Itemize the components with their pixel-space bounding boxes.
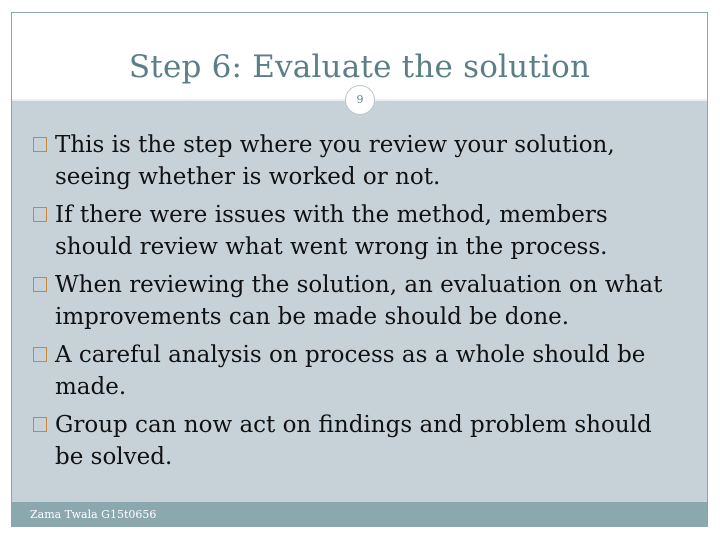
bullet-text: When reviewing the solution, an evaluation on what improvements can be made should be done.	[55, 272, 663, 330]
square-bullet-icon	[33, 137, 47, 152]
page-number-badge: 9	[345, 85, 375, 115]
bullet-text: A careful analysis on process as a whole should be made.	[55, 342, 646, 400]
bullet-item	[33, 199, 683, 263]
bullet-text: If there were issues with the method, members should review what went wrong in the process.	[55, 202, 608, 260]
bullet-text: This is the step where you review your solution, seeing whether is worked or not.	[55, 132, 615, 190]
square-bullet-icon	[33, 277, 47, 292]
bullet-item	[33, 269, 683, 333]
bullet-list	[33, 129, 683, 479]
footer-author: Zama Twala G15t0656	[30, 508, 157, 521]
bullet-text: Group can now act on findings and problem should be solved.	[55, 412, 652, 470]
bullet-item	[33, 339, 683, 403]
bullet-item	[33, 129, 683, 193]
square-bullet-icon	[33, 417, 47, 432]
square-bullet-icon	[33, 347, 47, 362]
slide-title: Step 6: Evaluate the solution	[128, 49, 591, 85]
bullet-item	[33, 409, 683, 473]
square-bullet-icon	[33, 207, 47, 222]
